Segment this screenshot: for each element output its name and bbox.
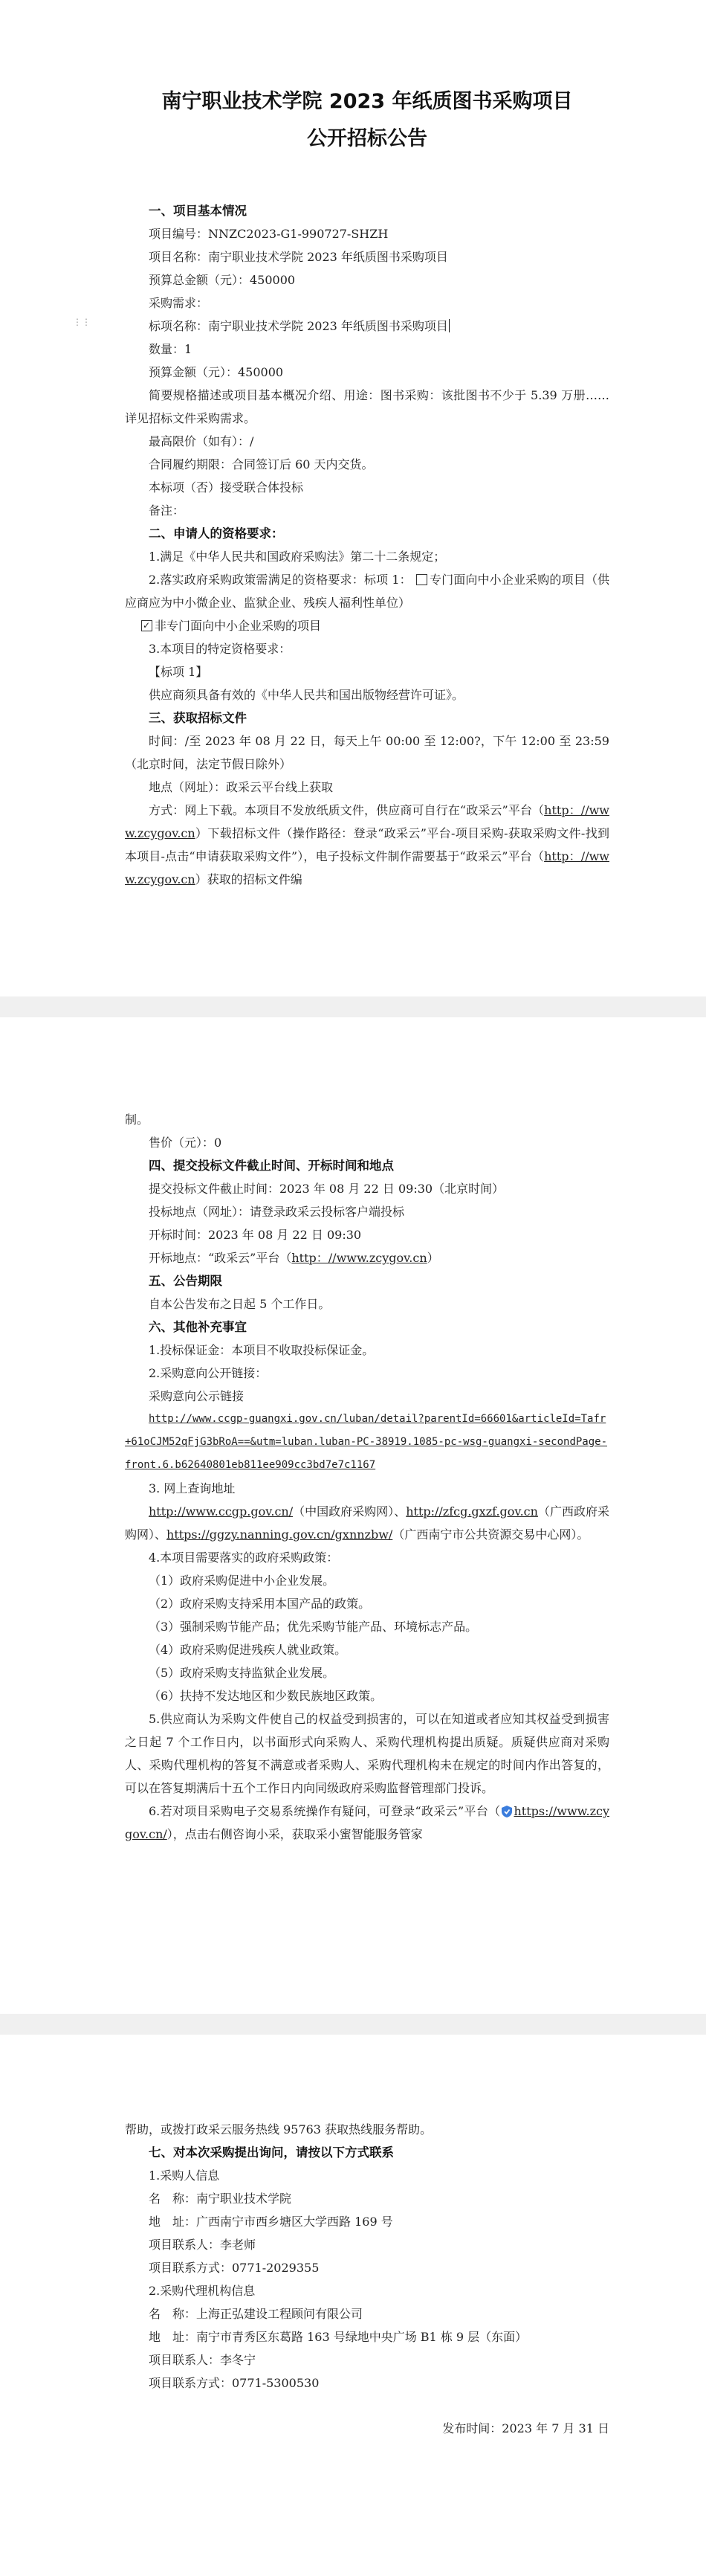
max-price: 最高限价（如有）：/ (149, 434, 254, 448)
title-line-1: 南宁职业技术学院 2023 年纸质图书采购项目 (161, 90, 573, 113)
zcygov-link-1[interactable]: http：//www.zcygov.cn (125, 803, 609, 840)
agency-address: 地 址：南宁市青秀区东葛路 163 号绿地中央广场 B1 栋 9 层（东面） (149, 2330, 528, 2344)
document-time: 时间：/至 2023 年 08 月 22 日，每天上午 00:00 至 12:00?，下午 12:00 至 23:59（北京时间，法定节假日除外） (125, 734, 609, 771)
brief-description: 简要规格描述或项目基本概况介绍、用途：图书采购：该批图书不少于 5.39 万册……详见招标文件采购需求。 (125, 388, 609, 425)
policy-label: 4.本项目需要落实的政府采购政策： (149, 1551, 339, 1565)
document-method: 方式：网上下载。本项目不发放纸质文件，供应商可自行在“政采云”平台（http：//www.zcygov.cn）下载招标文件（操作路径：登录“政采云”平台-项目采购-获取采购文件-找到本项目-点击“申请获取采购文件”），电子投标文件制作需要基于“政采云”平台（http：//www.zcygov.cn）获取的招标文件编 (125, 803, 609, 886)
non-sme-checkbox[interactable] (141, 620, 152, 631)
policy-1: （1）政府采购促进中小企业发展。 (149, 1574, 335, 1588)
buyer-address: 地 址：广西南宁市西乡塘区大学西路 169 号 (149, 2215, 393, 2229)
section-3-heading: 三、获取招标文件 (149, 711, 247, 725)
system-help-note: 6.若对项目采购电子交易系统操作有疑问，可登录“政采云”平台（ https://www.zcygov.cn/），点击右侧咨询小采，获取采小蜜智能服务管家 (125, 1804, 609, 1841)
publish-date: 发布时间：2023 年 7 月 31 日 (442, 2421, 609, 2435)
budget-total: 预算总金额（元）：450000 (149, 273, 296, 287)
section-1-heading: 一、项目基本情况 (149, 204, 247, 218)
sme-only-checkbox[interactable] (416, 574, 427, 585)
complaint-note: 5.供应商认为采购文件使自己的权益受到损害的，可以在知道或者应知其权益受到损害之日起 7 个工作日内，以书面形式向采购人、采购代理机构提出质疑。质疑供应商对采购人、采购代理机构的答复不满意或者采购人、采购代理机构未在规定的时间内作出答复的，可以在答复期满后十五个工作日内向同级政府采购监督管理部门投诉。 (125, 1712, 609, 1795)
document-place: 地点（网址）：政采云平台线上获取 (149, 780, 334, 794)
document-method-continued: 制。 (125, 1112, 149, 1127)
lot-requirement: 供应商须具备有效的《中华人民共和国出版物经营许可证》。 (149, 688, 464, 702)
opening-time: 开标时间：2023 年 08 月 22 日 09:30 (149, 1228, 362, 1242)
nanning-link[interactable]: https://ggzy.nanning.gov.cn/gxnnzbw/ (166, 1527, 393, 1542)
text-cursor (449, 319, 450, 332)
document-page-1 (0, 0, 706, 996)
agency-name: 名 称：上海正弘建设工程顾问有限公司 (149, 2307, 363, 2321)
title-line-2: 公开招标公告 (307, 127, 427, 150)
non-sme-option: ✓非专门面向中小企业采购的项目 (125, 614, 609, 637)
section-4-heading: 四、提交投标文件截止时间、开标时间和地点 (149, 1159, 394, 1173)
notice-period: 自本公告发布之日起 5 个工作日。 (149, 1297, 331, 1311)
bid-deadline: 提交投标文件截止时间：2023 年 08 月 22 日 09:30（北京时间） (149, 1182, 505, 1196)
quantity: 数量：1 (149, 342, 192, 356)
agency-contact: 项目联系人：李冬宁 (149, 2353, 256, 2367)
section-5-heading: 五、公告期限 (149, 1274, 222, 1288)
qualification-item-3: 3.本项目的特定资格要求： (149, 642, 291, 656)
query-addresses: http://www.ccgp.gov.cn/（中国政府采购网）、http://zfcg.gxzf.gov.cn（广西政府采购网）、https://ggzy.nanning.gov.cn/gxnnzbw/（广西南宁市公共资源交易中心网）。 (125, 1504, 609, 1542)
document-page-3 (0, 2035, 706, 2576)
policy-2: （2）政府采购支持采用本国产品的政策。 (149, 1597, 371, 1611)
gxzf-link[interactable]: http://zfcg.gxzf.gov.cn (406, 1504, 538, 1519)
bid-place: 投标地点（网址）：请登录政采云投标客户端投标 (149, 1205, 405, 1219)
lot-name[interactable]: 标项名称：南宁职业技术学院 2023 年纸质图书采购项目 (149, 319, 448, 333)
system-help-continued: 帮助，或拨打政采云服务热线 95763 获取热线服务帮助。 (125, 2122, 433, 2137)
agency-info-title: 2.采购代理机构信息 (149, 2284, 256, 2298)
buyer-contact: 项目联系人：李老师 (149, 2238, 256, 2252)
zcygov-link-2[interactable]: http：//www.zcygov.cn (125, 849, 609, 886)
buyer-info-title: 1.采购人信息 (149, 2168, 220, 2183)
policy-4: （4）政府采购促进残疾人就业政策。 (149, 1643, 347, 1657)
query-address-label: 3. 网上查询地址 (149, 1481, 236, 1495)
policy-6: （6）扶持不发达地区和少数民族地区政策。 (149, 1689, 383, 1703)
deposit-note: 1.投标保证金：本项目不收取投标保证金。 (149, 1343, 375, 1357)
project-number: 项目编号：NNZC2023-G1-990727-SHZH (149, 227, 389, 241)
document-page-2 (0, 1017, 706, 2014)
intent-url-link[interactable]: http://www.ccgp-guangxi.gov.cn/luban/detail?parentId=66601&articleId=Tafr+61oCJM52qFjG3bRoA==&utm=luban.luban-PC-38919.1085-pc-wsg-guangxi-secondPage-front.6.b62640801eb811ee909cc3bd7e7c1167 (125, 1413, 608, 1471)
buyer-name: 名 称：南宁职业技术学院 (149, 2192, 292, 2206)
document-price: 售价（元）：0 (149, 1136, 222, 1150)
buyer-phone: 项目联系方式：0771-2029355 (149, 2261, 320, 2275)
shield-badge-icon (501, 1805, 513, 1818)
project-name: 项目名称：南宁职业技术学院 2023 年纸质图书采购项目 (149, 250, 448, 264)
remark: 备注： (149, 503, 185, 518)
section-6-heading: 六、其他补充事宜 (149, 1320, 247, 1334)
section-7-heading: 七、对本次采购提出询问，请按以下方式联系 (149, 2145, 394, 2160)
agency-phone: 项目联系方式：0771-5300530 (149, 2376, 320, 2390)
lot-budget: 预算金额（元）：450000 (149, 365, 284, 379)
policy-3: （3）强制采购节能产品；优先采购节能产品、环境标志产品。 (149, 1620, 478, 1634)
section-2-heading: 二、申请人的资格要求： (149, 527, 284, 541)
opening-place: 开标地点：“政采云”平台（http：//www.zcygov.cn） (149, 1251, 439, 1265)
drag-handle-icon[interactable]: ⋮⋮ (73, 317, 91, 327)
zcygov-link-4[interactable]: https://www.zcygov.cn/ (125, 1804, 609, 1841)
contract-period: 合同履约期限：合同签订后 60 天内交货。 (149, 457, 374, 471)
qualification-item-2: 2.落实政府采购政策需满足的资格要求：标项 1： 专门面向中小企业采购的项目（供应商应为中小微企业、监狱企业、残疾人福利性单位） (125, 573, 609, 610)
qualification-item-1: 1.满足《中华人民共和国政府采购法》第二十二条规定； (149, 550, 446, 564)
requirement-label: 采购需求： (149, 296, 209, 310)
consortium-note: 本标项（否）接受联合体投标 (149, 480, 304, 495)
lot-tag: 【标项 1】 (149, 665, 208, 679)
intent-link-label: 2.采购意向公开链接： (149, 1366, 268, 1380)
policy-5: （5）政府采购支持监狱企业发展。 (149, 1666, 335, 1680)
ccgp-link[interactable]: http://www.ccgp.gov.cn/ (149, 1504, 294, 1519)
document-title (110, 83, 624, 158)
zcygov-link-3[interactable]: http：//www.zcygov.cn (291, 1251, 427, 1265)
intent-link-sub: 采购意向公示链接 (149, 1389, 244, 1403)
